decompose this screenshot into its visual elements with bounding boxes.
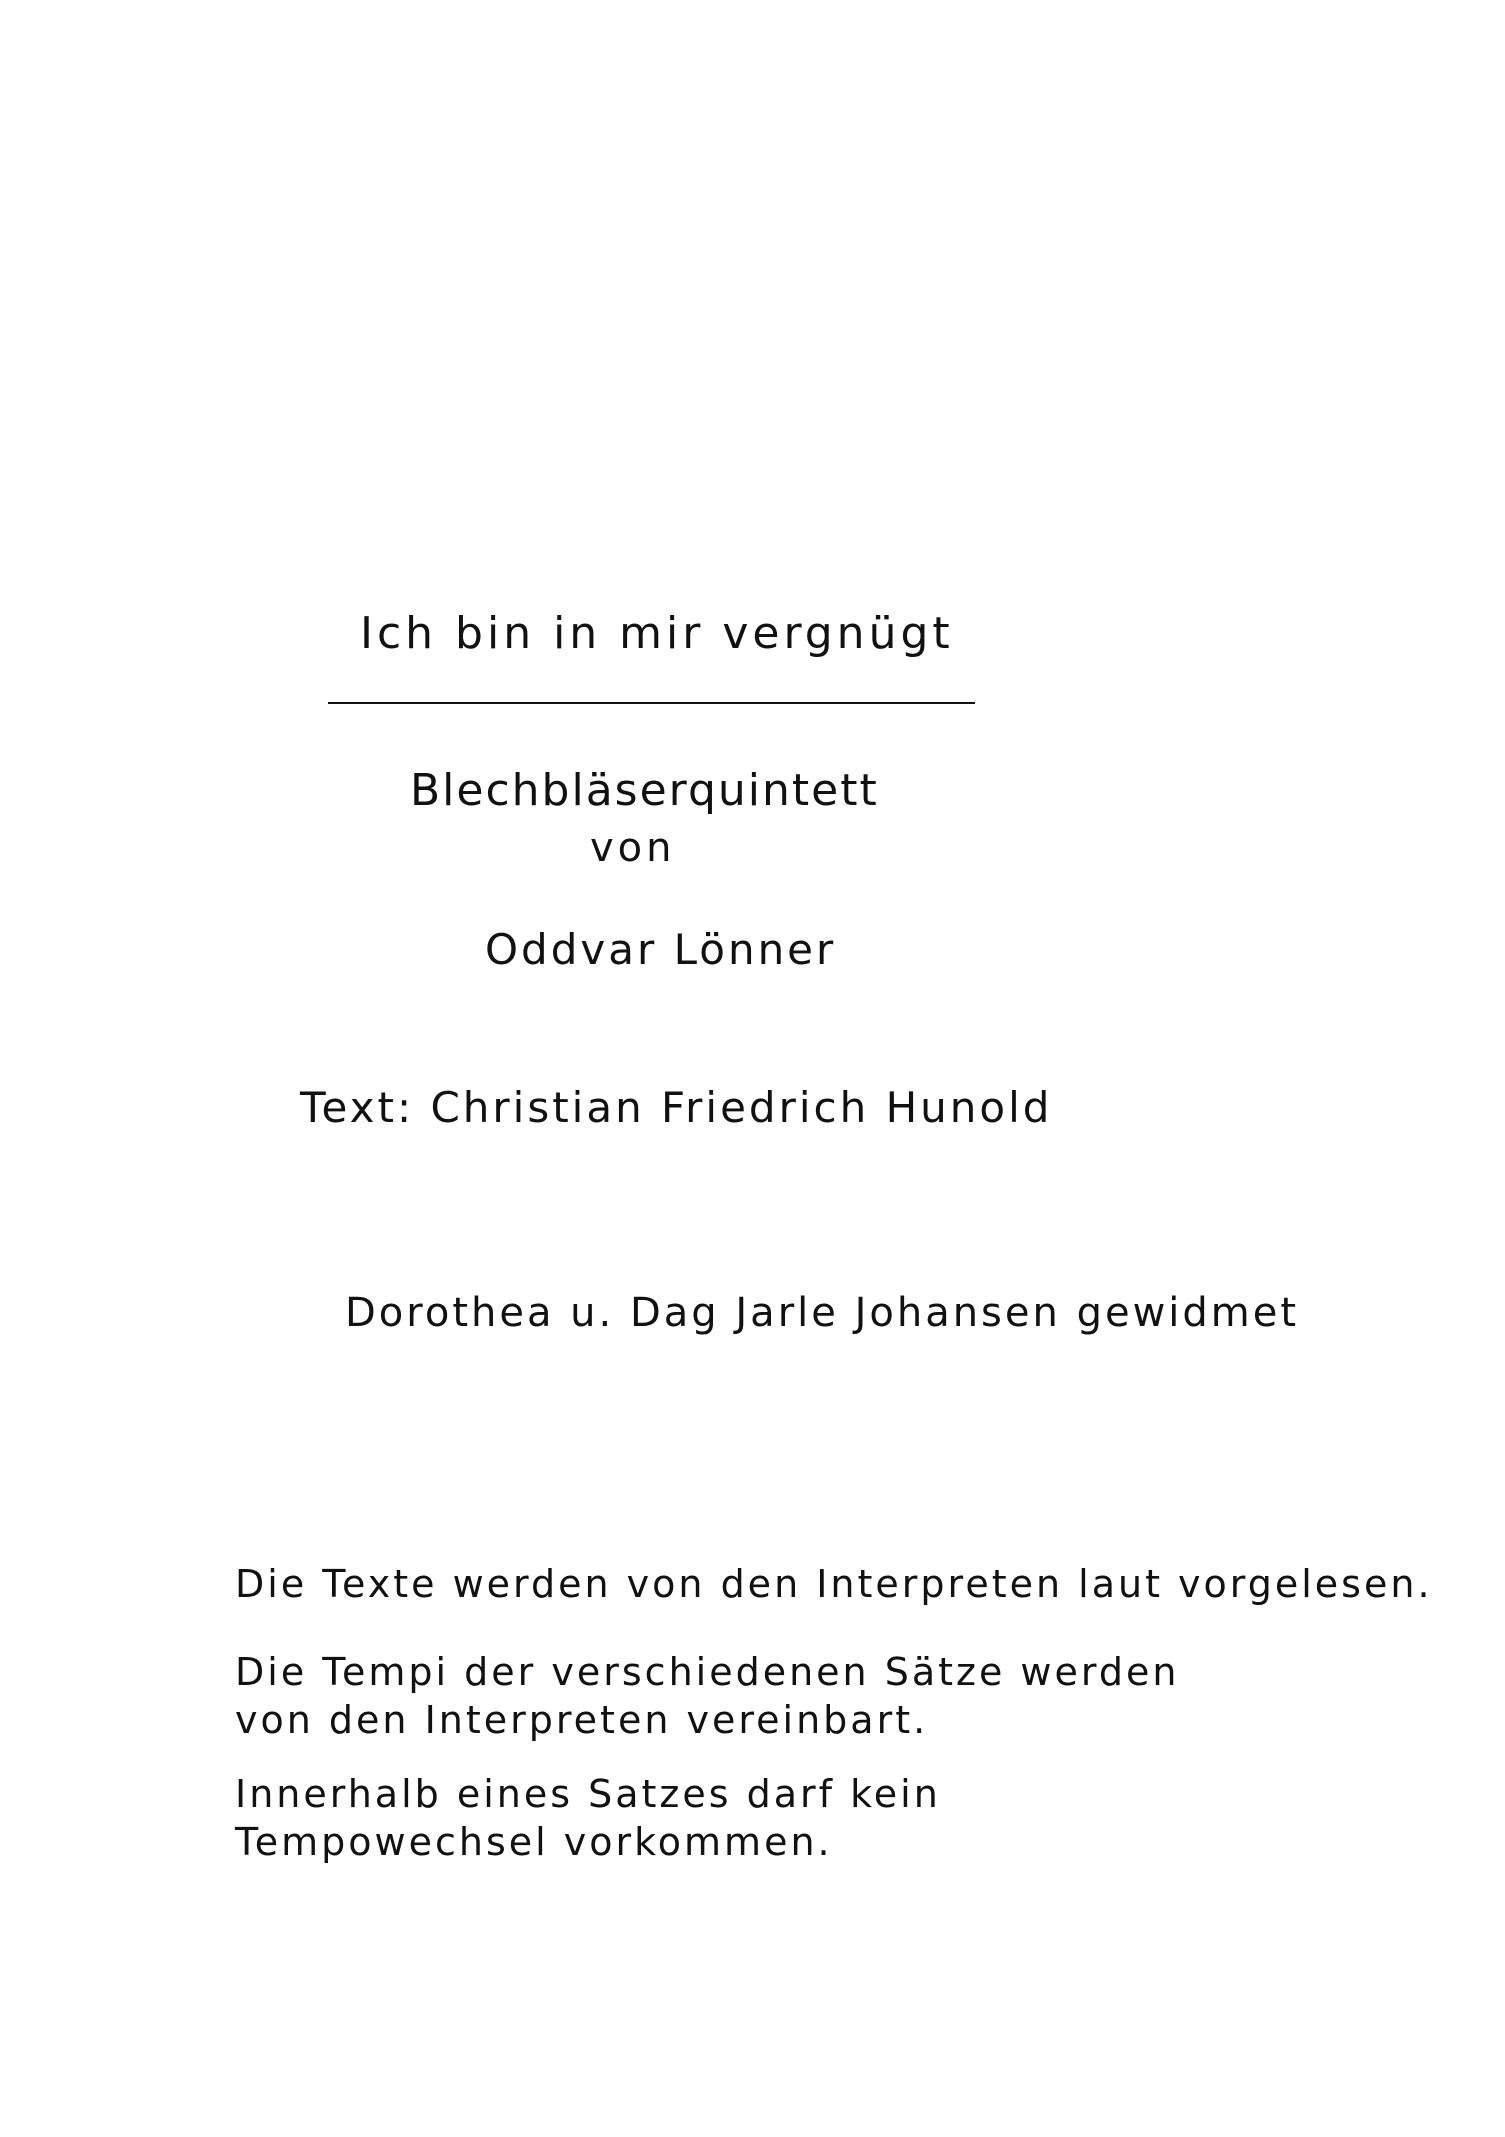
performance-note: Innerhalb eines Satzes darf kein Tempowechsel vorkommen. — [235, 1772, 941, 1864]
by-label: von — [590, 825, 676, 871]
work-subtitle: Blechbläserquintett — [410, 765, 879, 816]
work-title: Ich bin in mir vergnügt — [360, 608, 954, 659]
text-credit: Text: Christian Friedrich Hunold — [300, 1083, 1053, 1132]
composer-name: Oddvar Lönner — [485, 925, 837, 974]
title-underline — [328, 702, 975, 704]
performance-note: Die Tempi der verschiedenen Sätze werden von den Interpreten vereinbart. — [235, 1650, 1180, 1742]
dedication: Dorothea u. Dag Jarle Johansen gewidmet — [345, 1290, 1300, 1336]
performance-note: Die Texte werden von den Interpreten laut vorgelesen. — [235, 1562, 1433, 1606]
